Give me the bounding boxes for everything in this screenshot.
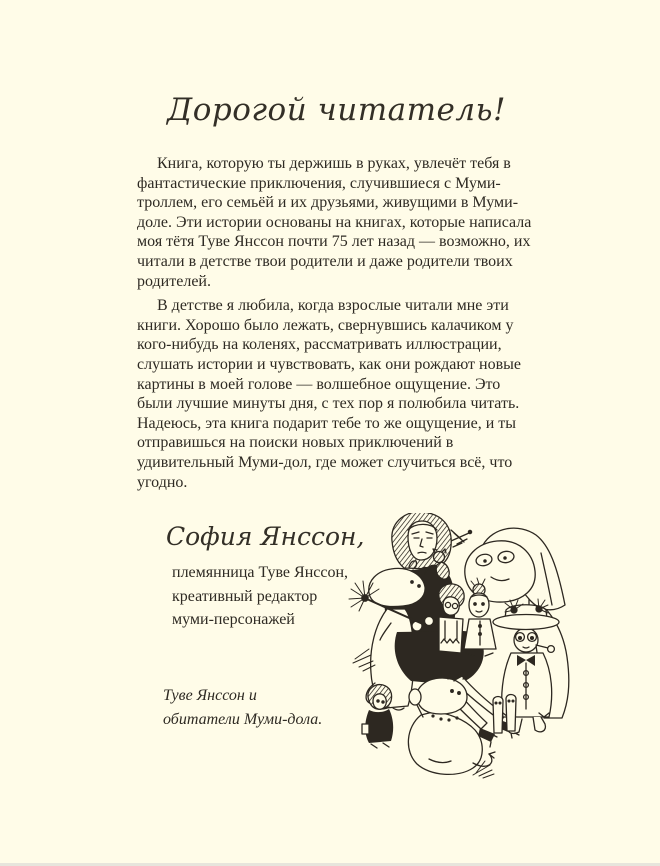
boy-figure	[439, 584, 464, 653]
letter-body	[137, 154, 535, 492]
tove-jansson-with-moomins-illustration	[333, 513, 643, 805]
signature-role-line-1: племянница Туве Янссон,	[172, 564, 349, 581]
signature-role-line-3: муми-персонажей	[172, 611, 295, 628]
illustration-caption: Туве Янссон и обитатели Муми-дола.	[163, 687, 323, 728]
paragraph-2: В детстве я любила, когда взрослые читали мне эти книги. Хорошо было лежать, свернувшись калачиком у кого-нибудь на коленях, рассматривать иллюстрации, слушать истории и чувствовать, как они рождают новые картины в моей голове — волшебное ощущение. Это были лучшие минуты дня, с тех пор я полюбила читать. Надеюсь, эта книга подарит тебе то же ощущение, и ты отправишься на поиски новых приключений в удивительный Муми-дол, где может случиться всё, что угодно.	[137, 297, 522, 491]
paragraph-1: Книга, которую ты держишь в руках, увлечёт тебя в фантастические приключения, случившиеся с Муми-троллем, его семьёй и их друзьями, живущими в Муми-доле. Эти истории основаны на книгах, которые написала моя тётя Туве Янссон почти 75 лет назад — возможно, их читали в детстве твои родители и даже родители твоих родителей.	[137, 155, 532, 290]
page-title: Дорогой читатель!	[167, 92, 506, 128]
fly-sketch-icon	[451, 530, 472, 547]
signature-name: София Янссон,	[166, 522, 365, 551]
signature-role-line-2: креативный редактор	[172, 587, 318, 605]
